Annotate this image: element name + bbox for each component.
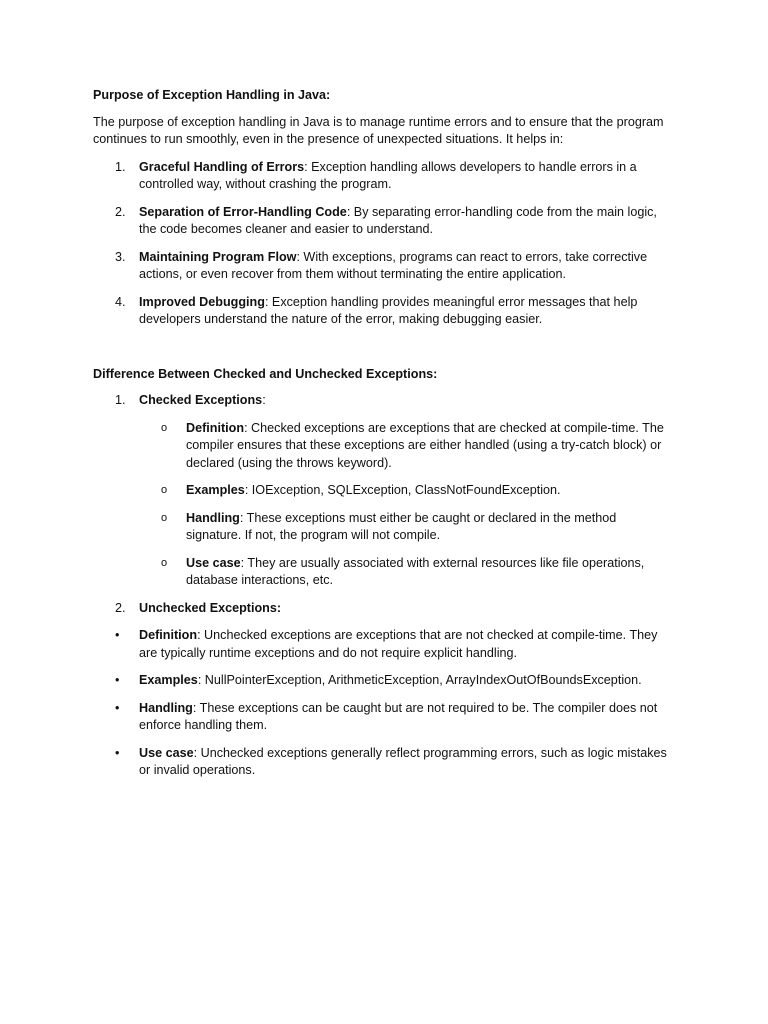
sub-item-term: Use case — [186, 555, 241, 570]
list-number: 1. — [115, 159, 126, 174]
difference-list — [93, 392, 673, 617]
list-number: 2. — [115, 204, 126, 219]
circle-bullet-icon: o — [161, 484, 168, 496]
list-item-term: Separation of Error-Handling Code — [139, 204, 347, 219]
list-item — [93, 249, 673, 284]
bullet-item-term: Definition — [139, 628, 198, 642]
list-item — [93, 204, 673, 239]
sub-list-item — [139, 482, 673, 500]
section-heading-purpose: Purpose of Exception Handling in Java: — [93, 88, 331, 102]
bullet-list-item — [93, 745, 673, 780]
bullet-icon: • — [115, 673, 120, 687]
list-number: 3. — [115, 249, 126, 264]
list-item — [93, 294, 673, 329]
list-number: 2. — [115, 600, 126, 615]
sub-item-term: Definition — [186, 420, 245, 435]
bullet-list-item — [93, 672, 673, 690]
bullet-list-item — [93, 627, 673, 662]
title-suffix: : — [262, 393, 266, 407]
unchecked-exceptions-title: Unchecked Exceptions: — [139, 600, 282, 615]
bullet-item-text: : Unchecked exceptions are exceptions that are not checked at compile-time. They are typically runtime exceptions and do not require explicit handling. — [139, 628, 658, 660]
list-item-text: : Exception handling provides meaningful error messages that help developers understand the nature of the error, making debugging easier. — [139, 294, 638, 326]
sub-list-item — [139, 420, 673, 473]
bullet-list-item — [93, 700, 673, 735]
list-item-text: : Exception handling allows developers to handle errors in a controlled way, without crashing the program. — [139, 159, 637, 191]
sub-item-text: : Checked exceptions are exceptions that are checked at compile-time. The compiler ensures that these exceptions are either handled (using a try-catch block) or declared (using the throws keyword). — [186, 420, 664, 470]
section-spacer — [93, 339, 673, 366]
bullet-icon: • — [115, 700, 120, 715]
list-item-term: Improved Debugging — [139, 294, 265, 309]
checked-exceptions-title: Checked Exceptions — [139, 393, 263, 407]
list-item — [93, 159, 673, 194]
bullet-item-term: Handling — [139, 700, 193, 715]
bullet-item-text: : Unchecked exceptions generally reflect programming errors, such as logic mistakes or invalid operations. — [139, 745, 667, 777]
list-number: 1. — [115, 393, 126, 407]
sub-item-term: Handling — [186, 510, 240, 525]
circle-bullet-icon: o — [161, 511, 168, 524]
list-item-term: Maintaining Program Flow — [139, 249, 297, 264]
list-item-checked — [93, 392, 673, 590]
bullet-icon: • — [115, 745, 120, 760]
circle-bullet-icon: o — [161, 421, 168, 434]
sub-item-text: : They are usually associated with external resources like file operations, database interactions, etc. — [186, 555, 645, 587]
unchecked-bullet-list — [93, 627, 673, 780]
circle-bullet-icon: o — [161, 556, 168, 569]
list-item-text: : With exceptions, programs can react to errors, take corrective actions, or even recover from them without terminating the entire application. — [139, 249, 648, 281]
intro-paragraph: The purpose of exception handling in Java is to manage runtime errors and to ensure that the program continues to run smoothly, even in the presence of unexpected situations. It helps in: — [93, 114, 664, 146]
list-item-term: Graceful Handling of Errors — [139, 159, 305, 174]
list-number: 4. — [115, 294, 126, 309]
sub-list-item — [139, 510, 673, 545]
sub-item-text: : IOException, SQLException, ClassNotFoundException. — [244, 483, 561, 497]
sub-item-text: : These exceptions must either be caught or declared in the method signature. If not, the program will not compile. — [186, 510, 617, 542]
bullet-item-text: : These exceptions can be caught but are not required to be. The compiler does not enforce handling them. — [139, 700, 658, 732]
sub-list-item — [139, 555, 673, 590]
bullet-item-term: Examples — [139, 673, 198, 687]
bullet-item-term: Use case — [139, 745, 194, 760]
bullet-icon: • — [115, 628, 120, 642]
purpose-list — [93, 159, 673, 329]
checked-sub-list — [139, 420, 673, 590]
list-item-unchecked — [93, 600, 673, 618]
sub-item-term: Examples — [186, 483, 245, 497]
bullet-item-text: : NullPointerException, ArithmeticException, ArrayIndexOutOfBoundsException. — [197, 673, 642, 687]
section-heading-difference: Difference Between Checked and Unchecked Exceptions: — [93, 366, 438, 381]
list-item-text: : By separating error-handling code from the main logic, the code becomes cleaner and easier to understand. — [139, 204, 657, 236]
